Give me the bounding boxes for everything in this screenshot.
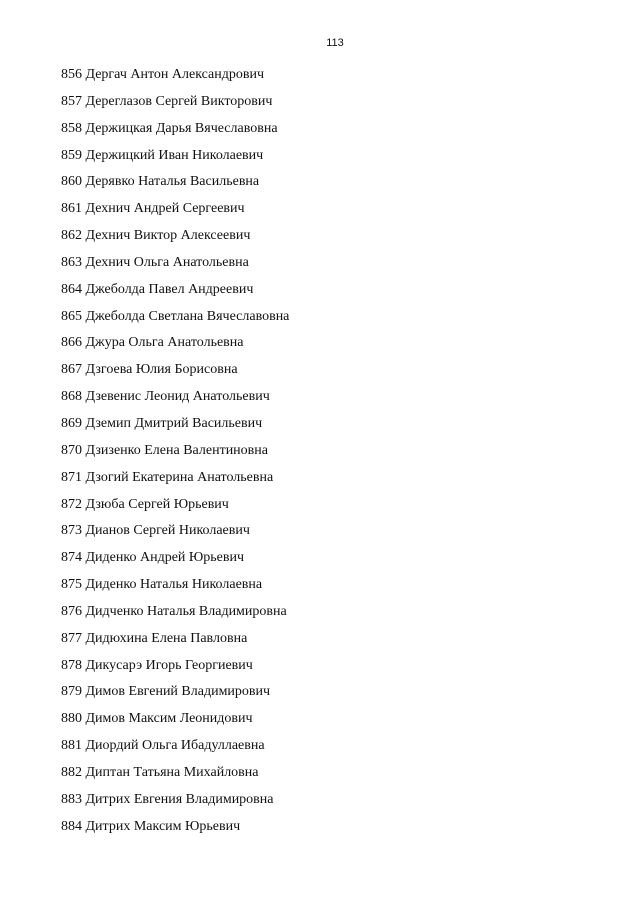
list-item: 882 Диптан Татьяна Михайловна [61,764,259,780]
list-item: 875 Диденко Наталья Николаевна [61,577,263,593]
list-item: 866 Джура Ольга Анатольевна [61,335,244,351]
list-item: 869 Дземип Дмитрий Васильевич [61,415,263,431]
list-item: 856 Дергач Антон Александрович [61,67,265,82]
list-item: 878 Дикусарэ Игорь Георгиевич [61,657,253,673]
list-item: 874 Диденко Андрей Юрьевич [61,550,245,566]
list-item: 879 Димов Евгений Владимирович [61,684,271,700]
list-item: 864 Джеболда Павел Андреевич [61,281,254,297]
page-number: 113 [326,37,344,49]
list-item: 880 Димов Максим Леонидович [61,711,253,727]
list-item: 883 Дитрих Евгения Владимировна [61,791,274,807]
list-item: 858 Держицкая Дарья Вячеславовна [61,120,278,136]
list-item: 859 Держицкий Иван Николаевич [61,147,264,163]
list-item: 884 Дитрих Максим Юрьевич [61,818,241,834]
list-item: 865 Джеболда Светлана Вячеславовна [61,308,290,324]
list-item: 877 Дидюхина Елена Павловна [61,630,248,646]
list-item: 876 Дидченко Наталья Владимировна [61,603,287,619]
list-item: 868 Дзевенис Леонид Анатольевич [61,389,270,405]
list-item: 871 Дзогий Екатерина Анатольевна [61,469,274,485]
list-item: 857 Дереглазов Сергей Викторович [61,93,273,109]
name-list [61,65,289,843]
list-item: 881 Диордий Ольга Ибадуллаевна [61,738,265,754]
list-item: 873 Дианов Сергей Николаевич [61,523,250,539]
list-item: 860 Дерявко Наталья Васильевна [61,174,260,190]
list-item: 862 Дехнич Виктор Алексеевич [61,228,251,244]
list-item: 863 Дехнич Ольга Анатольевна [61,254,249,270]
list-item: 867 Дзгоева Юлия Борисовна [61,362,238,378]
list-item: 870 Дзизенко Елена Валентиновна [61,442,268,458]
list-item: 872 Дзюба Сергей Юрьевич [61,496,229,512]
list-item: 861 Дехнич Андрей Сергеевич [61,201,245,217]
